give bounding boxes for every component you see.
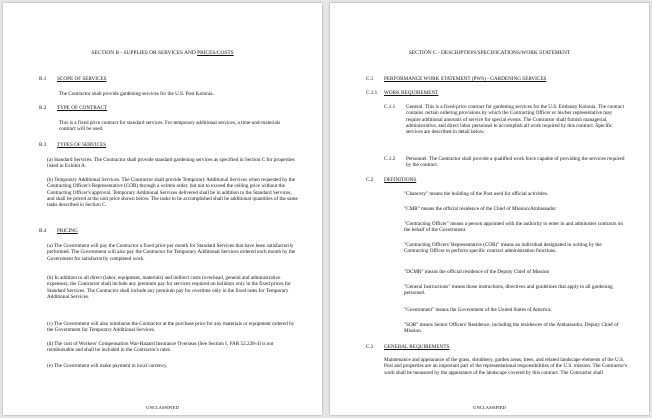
c111-text: General. This is a fixed-price contract for gardening services for the U.S. Embassy Kolonia. The contract contains certain ordering provisions by which the Contracting Officer or his/her representative may require additional amounts of service for special events. The Contractor shall furnish managerial, administrative, and direct labor personnel to accomplish all work required by this contract. Specific services are described in detail below. bbox=[406, 104, 625, 136]
b1-number: B.1 bbox=[39, 76, 47, 82]
definition-item: "Contracting Officers' Representative (COR)" means an individual designated in writing by the Contracting Officer to perform specific contract administration functions. bbox=[404, 242, 602, 255]
section-b-title-prefix: SECTION B - SUPPLIES OR SERVICES AND bbox=[91, 50, 198, 56]
b2-heading: TYPE OF CONTRACT bbox=[57, 105, 108, 111]
document-page-right bbox=[330, 3, 649, 415]
b4-b-text: (b) In addition to all direct (labor, equipment, materials) and indirect costs (overhead, general and administrative expenses), the Contractor shall include any premium pay for services required on holidays only in the fixed prices for Standard Services. The Contractor shall include any premium pay for overtime only in the fixed rates for Temporary Additional Services. bbox=[47, 275, 291, 300]
b3-a-text: (a) Standard Services. The Contractor shall provide standard gardening services as specified in Section C for properties listed in Exhibit A. bbox=[47, 157, 295, 170]
b4-d-text: (d) The cost of Workers' Compensation War-Hazard Insurance Overseas (See Section I, FAR 52.228-4) is not reimbursable and shall be included in the Contractor's rates. bbox=[47, 341, 274, 354]
definition-item: "General Instructions" means those instructions, directives and guidelines that apply to all gardening personnel. bbox=[404, 284, 613, 297]
b3-heading: TYPES OF SERVICES bbox=[57, 142, 107, 148]
definition-item: "Chancery" means the building of the Post used for official activities. bbox=[404, 191, 549, 197]
document-page-left bbox=[3, 3, 322, 415]
b4-heading: PRICING bbox=[57, 228, 78, 234]
b3-number: B.3 bbox=[39, 142, 47, 148]
c3-text: Maintenance and appearance of the grass, shrubbery, garden areas, trees, and related landscape elements of the U.S. Post and properties are an important part of the representational responsibilities of the U.S. mission. The Contractor's work shall be measured by the appearance of the landscape covered by this contract. The Contractor shall bbox=[384, 357, 628, 376]
definition-item: "CMR" means the official residence of the Chief of Mission/Ambassador bbox=[404, 206, 557, 212]
right-page-footer: UNCLASSIFIED bbox=[473, 405, 506, 410]
c1-number: C.1 bbox=[366, 76, 374, 82]
b1-text: The Contractor shall provide gardening services for the U.S. Post Kolonia. bbox=[59, 91, 214, 97]
c3-number: C.3 bbox=[366, 344, 374, 350]
c11-heading: WORK REQUIREMENT bbox=[384, 90, 439, 96]
c2-number: C.2 bbox=[366, 177, 374, 183]
definition-item: "DCMR" means the official residence of the Deputy Chief of Mission bbox=[404, 269, 550, 275]
definition-item: "Contracting Officer" means a person appointed with the authority to enter in and administer contracts on the behalf of the Government. bbox=[404, 221, 623, 234]
section-b-title bbox=[3, 50, 322, 56]
b4-a-text: (a) The Government will pay the Contractor a fixed price per month for Standard Services that have been satisfactorily performed. The Government will also pay the Contractor for Temporary Additional Services ordered each month by the Government for satisfactorily completed work. bbox=[47, 243, 296, 262]
c11-number: C.1.1 bbox=[366, 90, 378, 96]
c2-heading: DEFINITIONS bbox=[384, 177, 417, 183]
section-c-title: SECTION C - DESCRIPTION/SPECIFICATIONS/WORK STATEMENT bbox=[408, 50, 571, 56]
section-b-title-underlined: PRICES/COSTS bbox=[197, 50, 234, 56]
c1-heading: PERFORMANCE WORK STATEMENT (PWS) - GARDENING SERVICES bbox=[384, 76, 547, 82]
b4-c-text: (c) The Government will also reimburse the Contractor at the purchase price for any materials or equipment ordered by the Government for Temporary Additional Services. bbox=[47, 321, 295, 334]
c112-text: Personnel. The Contractor shall provide a qualified work force capable of providing the services required by the contract. bbox=[406, 156, 625, 169]
b2-number: B.2 bbox=[39, 105, 47, 111]
left-page-footer: UNCLASSIFIED bbox=[146, 405, 179, 410]
definition-item: "Government" means the Government of the United States of America. bbox=[404, 307, 552, 313]
b4-number: B.4 bbox=[39, 228, 47, 234]
b1-heading: SCOPE OF SERVICES bbox=[57, 76, 107, 82]
b4-e-text: (e) The Government will make payment in local currency. bbox=[47, 363, 168, 369]
definition-item: "SOR" means Senior Officers' Residence, including the residences of the Ambassador, Deputy Chief of Mission. bbox=[404, 322, 619, 335]
b3-b-text: (b) Temporary Additional Services. The Contractor shall provide Temporary Additional Services when requested by the Contracting Officer's Representative (COR) through a written order, but not to exceed the ceiling price without the Contracting Officer's approval. Temporary Additional Services delivered shall be in addition to the Standard Services, and shall be priced at the unit price shown below. The tasks to be accomplished shall be additional quantities of the same tasks described in Section C. bbox=[47, 177, 298, 209]
c3-heading: GENERAL REQUIREMENTS bbox=[384, 344, 450, 350]
b2-text: This is a fixed price contract for standard services. For temporary additional services, a time-and-materials contract will be used. bbox=[59, 120, 281, 133]
c112-number: C.1.2 bbox=[384, 156, 396, 162]
c111-number: C.1.1 bbox=[384, 104, 396, 110]
